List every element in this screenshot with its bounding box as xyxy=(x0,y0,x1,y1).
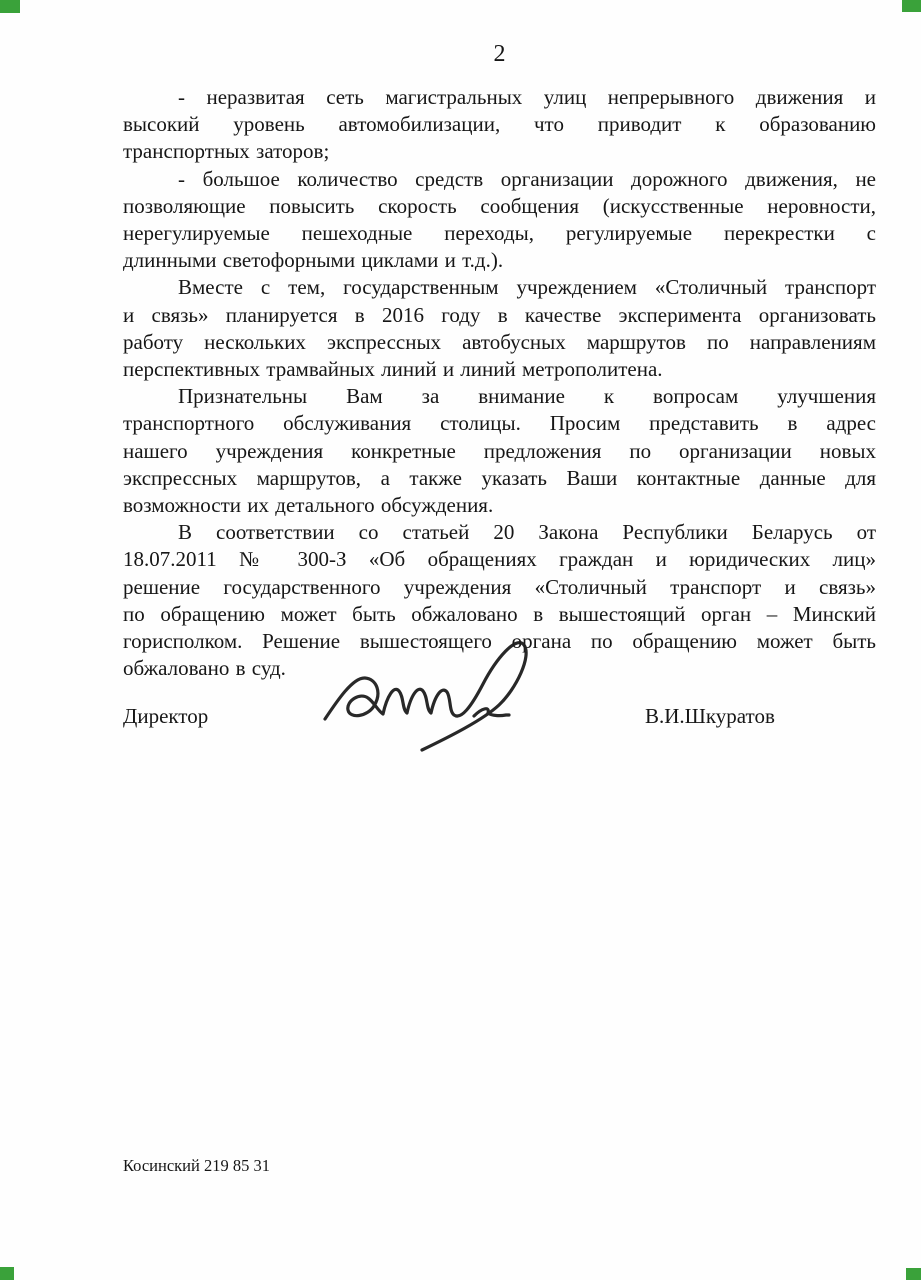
text-line: транспортных заторов; xyxy=(123,139,330,164)
text-line: - большое количество средств организации дорожного движения, не xyxy=(178,166,876,191)
text-line: перспективных трамвайных линий и линий метрополитена. xyxy=(123,357,663,382)
page-number: 2 xyxy=(493,41,506,67)
paragraph xyxy=(123,84,876,166)
corner-marker-top-right xyxy=(902,0,921,12)
text-line: Вместе с тем, государственным учреждением «Столичный транспорт xyxy=(178,275,876,300)
text-line: Признательны Вам за внимание к вопросам улучшения xyxy=(178,384,876,409)
paragraph xyxy=(123,383,876,519)
text-line: длинными светофорными циклами и т.д.). xyxy=(123,248,504,273)
handwritten-signature-icon xyxy=(313,623,548,768)
letter-body xyxy=(123,84,876,682)
text-line: высокий уровень автомобилизации, что приводит к образованию xyxy=(123,112,876,137)
text-line: и связь» планируется в 2016 году в качестве эксперимента организовать xyxy=(123,302,876,327)
text-line: нашего учреждения конкретные предложения по организации новых xyxy=(123,438,876,463)
text-line: возможности их детального обсуждения. xyxy=(123,493,494,518)
text-line: 18.07.2011 № 300-З «Об обращениях граждан и юридических лиц» xyxy=(123,547,876,572)
corner-marker-top-left xyxy=(0,0,20,13)
position-label: Директор xyxy=(123,704,209,728)
text-line: горисполком. Решение вышестоящего органа по обращению может быть xyxy=(123,629,876,654)
text-line: В соответствии со статьей 20 Закона Республики Беларусь от xyxy=(178,520,876,545)
text-line: экспрессных маршрутов, а также указать Ваши контактные данные для xyxy=(123,465,876,490)
text-line: решение государственного учреждения «Столичный транспорт и связь» xyxy=(123,574,876,599)
corner-marker-bottom-left xyxy=(0,1267,14,1280)
corner-marker-bottom-right xyxy=(906,1268,921,1280)
signature-block xyxy=(0,703,921,733)
text-line: - неразвитая сеть магистральных улиц непрерывного движения и xyxy=(178,85,876,109)
executor-contact-note: Косинский 219 85 31 xyxy=(123,1156,270,1175)
text-line: работу нескольких экспрессных автобусных маршрутов по направлениям xyxy=(123,329,876,354)
text-line: позволяющие повысить скорость сообщения (искусственные неровности, xyxy=(123,193,876,218)
text-line: по обращению может быть обжаловано в вышестоящий орган – Минский xyxy=(123,601,876,626)
text-line: нерегулируемые пешеходные переходы, регулируемые перекрестки с xyxy=(123,221,876,246)
signatory-name: В.И.Шкуратов xyxy=(645,704,775,728)
text-line: обжаловано в суд. xyxy=(123,656,286,681)
paragraph xyxy=(123,274,876,383)
text-line: транспортного обслуживания столицы. Просим представить в адрес xyxy=(123,411,876,436)
paragraph xyxy=(123,166,876,275)
